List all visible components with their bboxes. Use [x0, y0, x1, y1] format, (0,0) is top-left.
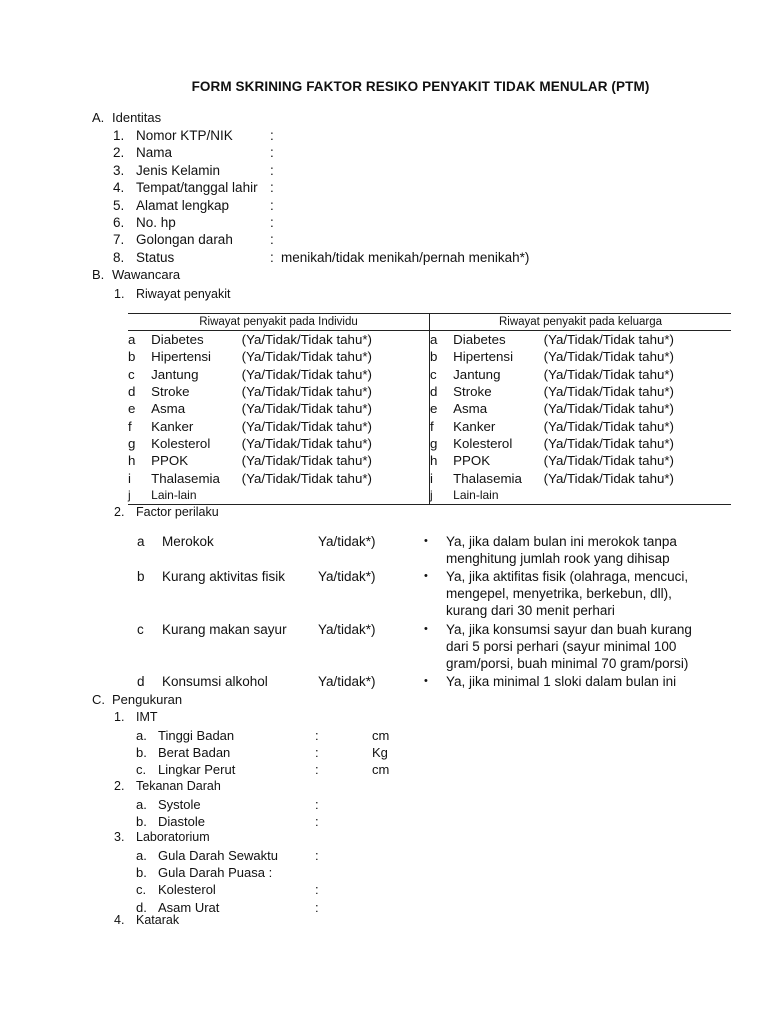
form-title: FORM SKRINING FAKTOR RESIKO PENYAKIT TIDAK MENULAR (PTM) — [191, 79, 650, 94]
row-option-individu[interactable]: (Ya/Tidak/Tidak tahu*) — [241, 332, 372, 348]
row-option-individu[interactable]: (Ya/Tidak/Tidak tahu*) — [241, 435, 372, 451]
riwayat-row — [128, 469, 731, 486]
perilaku-label: Konsumsi alkohol — [162, 674, 268, 689]
measure-letter: c. — [136, 882, 147, 898]
row-disease-keluarga: PPOK — [453, 453, 491, 469]
measure-colon: : — [315, 762, 319, 778]
perilaku-note-line: dari 5 porsi perhari (sayur minimal 100 — [446, 639, 677, 655]
perilaku-label: Factor perilaku — [136, 505, 219, 519]
perilaku-note-line: Ya, jika aktifitas fisik (olahraga, mencuci, — [446, 569, 689, 584]
identitas-colon: : — [270, 180, 274, 196]
measure-colon: : — [315, 814, 319, 830]
measure-label: Berat Badan — [158, 745, 231, 761]
row-disease-keluarga: Lain-lain — [453, 487, 544, 505]
measure-colon: : — [315, 848, 319, 863]
identitas-num: 1. — [113, 128, 125, 143]
measure-letter: d. — [136, 899, 147, 915]
row-option-keluarga[interactable]: (Ya/Tidak/Tidak tahu*) — [543, 435, 674, 451]
identitas-colon: : — [270, 215, 274, 230]
identitas-label: Tempat/tanggal lahir — [136, 180, 258, 196]
measure-label: Gula Darah Sewaktu — [158, 848, 278, 863]
row-letter-individu: d — [128, 384, 136, 400]
katarak-num: 4. — [114, 913, 125, 927]
perilaku-letter: b — [137, 569, 145, 584]
row-letter-individu: c — [128, 366, 135, 382]
identitas-colon: : — [270, 249, 274, 265]
pengukuran-label: Tekanan Darah — [136, 779, 221, 793]
row-disease-individu: Jantung — [151, 366, 199, 382]
riwayat-row — [128, 452, 731, 469]
identitas-label: Jenis Kelamin — [136, 162, 221, 178]
measure-letter: b. — [136, 745, 147, 761]
identitas-colon: : — [270, 128, 274, 143]
identitas-label: Alamat lengkap — [136, 197, 230, 213]
row-option-individu[interactable]: (Ya/Tidak/Tidak tahu*) — [241, 470, 372, 486]
row-letter-individu: f — [128, 418, 132, 434]
pengukuran-label: IMT — [136, 710, 158, 724]
riwayat-row — [128, 435, 731, 452]
riwayat-label: Riwayat penyakit — [136, 287, 231, 301]
row-letter-individu: i — [128, 470, 131, 486]
row-option-keluarga[interactable]: (Ya/Tidak/Tidak tahu*) — [543, 384, 674, 400]
identitas-colon: : — [270, 162, 274, 178]
row-letter-keluarga: c — [429, 366, 453, 383]
header-individu: Riwayat penyakit pada Individu — [128, 314, 429, 331]
measure-letter: a. — [136, 848, 147, 863]
measure-unit: cm — [372, 762, 390, 778]
identitas-num: 7. — [113, 232, 125, 248]
row-option-keluarga[interactable]: (Ya/Tidak/Tidak tahu*) — [543, 366, 674, 382]
measure-unit: Kg — [372, 745, 388, 761]
row-option-keluarga[interactable]: (Ya/Tidak/Tidak tahu*) — [543, 401, 674, 417]
measure-label: Gula Darah Puasa : — [158, 865, 273, 881]
section-c-label: Pengukuran — [112, 692, 183, 707]
row-letter-individu: g — [128, 435, 136, 451]
row-option-individu[interactable] — [242, 487, 430, 505]
measure-letter: b. — [136, 865, 147, 881]
identitas-num: 6. — [113, 215, 125, 230]
row-disease-keluarga: Kolesterol — [453, 435, 513, 451]
identitas-value[interactable]: menikah/tidak menikah/pernah menikah*) — [281, 249, 530, 265]
row-letter-keluarga: g — [429, 435, 453, 452]
riwayat-row — [128, 383, 731, 400]
perilaku-note-line: gram/porsi, buah minimal 70 gram/porsi) — [446, 656, 689, 672]
perilaku-letter: d — [137, 674, 145, 689]
row-disease-keluarga: Kanker — [453, 418, 496, 434]
pengukuran-num: 1. — [114, 710, 125, 724]
riwayat-penyakit-table — [128, 313, 731, 505]
row-letter-keluarga: e — [429, 400, 453, 417]
row-option-keluarga[interactable]: (Ya/Tidak/Tidak tahu*) — [543, 453, 674, 469]
riwayat-row — [128, 487, 731, 505]
row-letter-individu: h — [128, 453, 136, 469]
row-letter-individu: j — [128, 487, 151, 505]
measure-label: Asam Urat — [158, 899, 220, 915]
row-disease-keluarga: Hipertensi — [453, 349, 514, 365]
row-letter-keluarga: f — [429, 417, 453, 434]
row-option-individu[interactable]: (Ya/Tidak/Tidak tahu*) — [241, 418, 372, 434]
measure-label: Diastole — [158, 814, 205, 830]
identitas-label: Status — [136, 249, 175, 265]
row-option-individu[interactable]: (Ya/Tidak/Tidak tahu*) — [241, 401, 372, 417]
row-option-keluarga[interactable]: (Ya/Tidak/Tidak tahu*) — [543, 349, 674, 365]
perilaku-label: Merokok — [162, 534, 214, 549]
identitas-label: Nama — [136, 145, 173, 161]
identitas-num: 4. — [113, 180, 125, 196]
perilaku-note-line: menghitung jumlah rook yang dihisap — [446, 551, 670, 567]
row-letter-individu: e — [128, 401, 136, 417]
row-option-keluarga[interactable] — [544, 487, 731, 505]
measure-label: Systole — [158, 797, 201, 812]
row-disease-individu: Kanker — [151, 418, 194, 434]
pengukuran-label: Laboratorium — [136, 830, 210, 844]
perilaku-num: 2. — [114, 505, 125, 519]
row-option-individu[interactable]: (Ya/Tidak/Tidak tahu*) — [241, 349, 372, 365]
identitas-label: Golongan darah — [136, 232, 233, 248]
row-letter-individu: b — [128, 349, 136, 365]
identitas-num: 5. — [113, 197, 125, 213]
perilaku-letter: a — [137, 534, 145, 549]
katarak-label: Katarak — [136, 913, 180, 927]
perilaku-note-line: Ya, jika minimal 1 sloki dalam bulan ini — [446, 674, 677, 689]
perilaku-option[interactable]: Ya/tidak*) — [318, 674, 376, 689]
row-letter-keluarga: a — [429, 331, 453, 349]
bullet-icon: • — [424, 535, 428, 547]
identitas-colon: : — [270, 197, 274, 213]
perilaku-label: Kurang aktivitas fisik — [162, 569, 286, 584]
measure-unit: cm — [372, 728, 390, 743]
riwayat-num: 1. — [114, 287, 125, 301]
measure-label: Tinggi Badan — [158, 728, 235, 743]
row-disease-individu: PPOK — [151, 453, 189, 469]
measure-colon: : — [315, 797, 319, 812]
section-b-letter: B. — [92, 267, 105, 282]
perilaku-option[interactable]: Ya/tidak*) — [318, 534, 376, 549]
row-disease-keluarga: Jantung — [453, 366, 501, 382]
riwayat-row — [128, 366, 731, 383]
identitas-colon: : — [270, 145, 274, 161]
identitas-label: No. hp — [136, 215, 176, 230]
identitas-num: 3. — [113, 162, 125, 178]
section-a-label: Identitas — [112, 110, 162, 125]
perilaku-note-line: kurang dari 30 menit perhari — [446, 603, 615, 619]
row-letter-keluarga: d — [429, 383, 453, 400]
section-b-label: Wawancara — [112, 267, 181, 282]
section-a-letter: A. — [92, 110, 105, 125]
riwayat-row — [128, 331, 731, 349]
identitas-num: 2. — [113, 145, 125, 161]
row-disease-individu: Kolesterol — [151, 435, 211, 451]
bullet-icon: • — [424, 675, 428, 687]
row-disease-individu: Thalasemia — [151, 470, 220, 486]
perilaku-note-line: Ya, jika dalam bulan ini merokok tanpa — [446, 534, 677, 549]
pengukuran-num: 3. — [114, 830, 125, 844]
perilaku-note-line: Ya, jika konsumsi sayur dan buah kurang — [446, 622, 692, 637]
section-c-letter: C. — [92, 692, 105, 707]
measure-label: Kolesterol — [158, 882, 216, 898]
row-option-keluarga[interactable]: (Ya/Tidak/Tidak tahu*) — [543, 332, 674, 348]
row-option-keluarga[interactable]: (Ya/Tidak/Tidak tahu*) — [543, 470, 674, 486]
row-disease-keluarga: Diabetes — [453, 332, 506, 348]
identitas-num: 8. — [113, 249, 125, 265]
row-letter-keluarga: h — [429, 452, 453, 469]
riwayat-row — [128, 348, 731, 365]
pengukuran-num: 2. — [114, 779, 125, 793]
row-letter-keluarga: i — [429, 469, 453, 486]
perilaku-option[interactable]: Ya/tidak*) — [318, 622, 376, 637]
measure-label: Lingkar Perut — [158, 762, 236, 778]
measure-colon: : — [315, 728, 319, 743]
identitas-colon: : — [270, 232, 274, 248]
row-disease-keluarga: Thalasemia — [453, 470, 522, 486]
measure-letter: c. — [136, 762, 147, 778]
perilaku-option[interactable]: Ya/tidak*) — [318, 569, 376, 584]
bullet-icon: • — [424, 623, 428, 635]
riwayat-row — [128, 400, 731, 417]
measure-colon: : — [315, 745, 319, 761]
row-disease-keluarga: Stroke — [453, 384, 492, 400]
bullet-icon: • — [424, 570, 428, 582]
row-disease-individu: Diabetes — [151, 332, 204, 348]
perilaku-label: Kurang makan sayur — [162, 622, 287, 637]
row-disease-individu: Lain-lain — [151, 487, 242, 505]
perilaku-note-line: mengepel, menyetrika, berkebun, dll), — [446, 586, 672, 602]
measure-letter: a. — [136, 797, 147, 812]
measure-letter: a. — [136, 728, 147, 743]
row-option-individu[interactable]: (Ya/Tidak/Tidak tahu*) — [241, 384, 372, 400]
perilaku-letter: c — [137, 622, 144, 637]
row-disease-keluarga: Asma — [453, 401, 488, 417]
measure-colon: : — [315, 882, 319, 898]
row-option-individu[interactable]: (Ya/Tidak/Tidak tahu*) — [241, 453, 372, 469]
header-keluarga: Riwayat penyakit pada keluarga — [429, 314, 731, 331]
row-disease-individu: Stroke — [151, 384, 190, 400]
row-disease-individu: Hipertensi — [151, 349, 212, 365]
row-disease-individu: Asma — [151, 401, 186, 417]
row-option-keluarga[interactable]: (Ya/Tidak/Tidak tahu*) — [543, 418, 674, 434]
measure-letter: b. — [136, 814, 147, 830]
row-option-individu[interactable]: (Ya/Tidak/Tidak tahu*) — [241, 366, 372, 382]
riwayat-row — [128, 417, 731, 434]
row-letter-individu: a — [128, 332, 136, 348]
row-letter-keluarga: b — [429, 348, 453, 365]
row-letter-keluarga: j — [429, 487, 453, 505]
identitas-label: Nomor KTP/NIK — [136, 128, 233, 143]
measure-colon: : — [315, 899, 319, 915]
